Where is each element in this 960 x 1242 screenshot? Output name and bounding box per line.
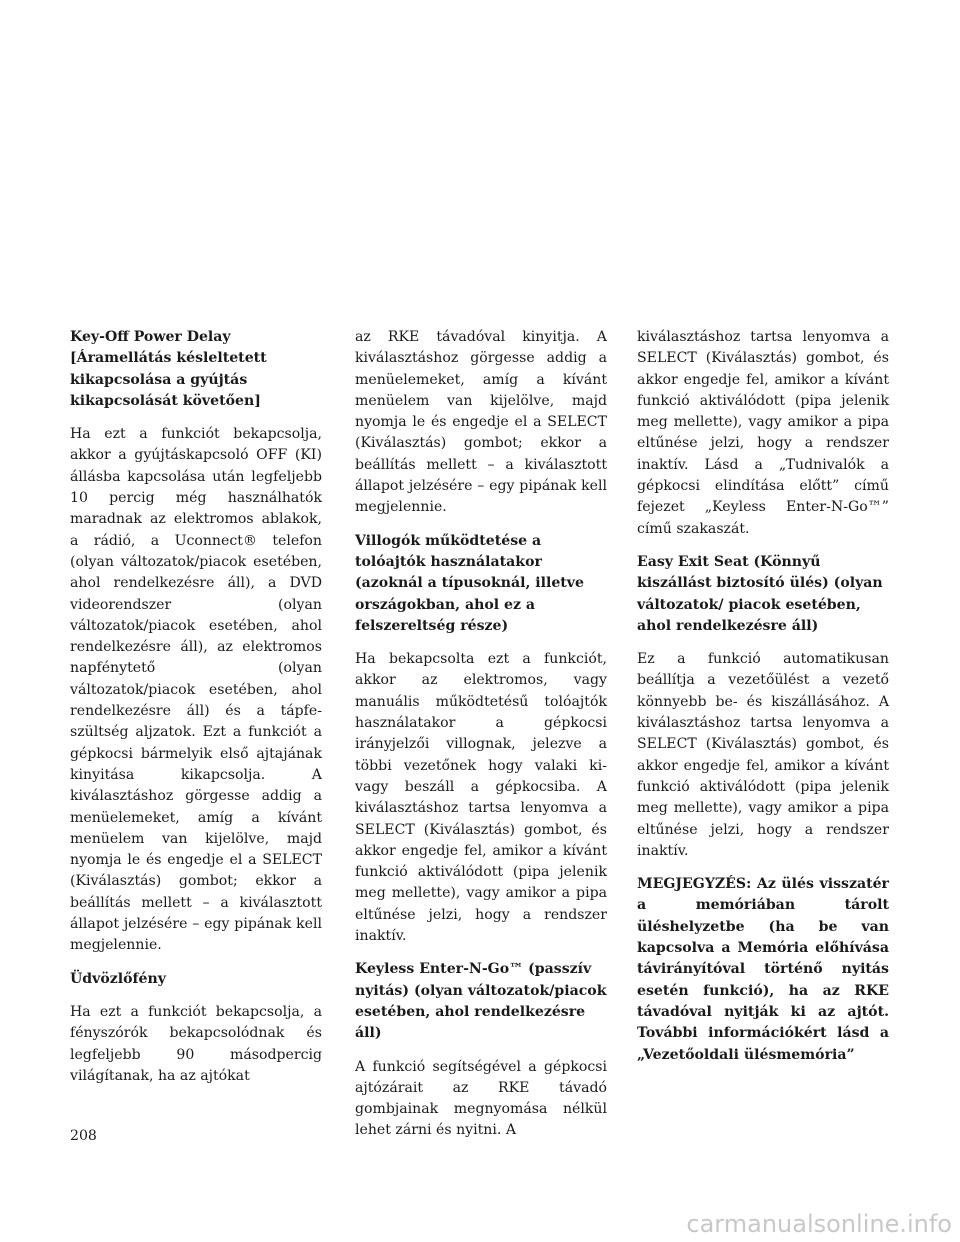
section-heading-easy-exit-seat: Easy Exit Seat (Könnyű kiszállást biztosító ülés) (olyan változatok/ piacok esetében, ahol rendelkezésre áll) — [637, 553, 883, 634]
body-paragraph: Ha ezt a funkciót bekapcsolja, akkor a gyújtáskapcsoló OFF (KI) állásba kapcsolása után legfeljebb 10 percig még használhatók maradnak az elektromos ablakok, a rádió, a Uconnect® telefon (olyan változatok/piacok esetében, ahol rendelkezésre áll), a DVD videorendszer (olyan változatok/piacok esetében, ahol rendelkezésre áll), az elektromos napfénytető (olyan változatok/piacok esetében, ahol rendelkezésre áll) és a tápfeszültség aljzatok. Ezt a funkciót a gépkocsi bármelyik első ajtajának kinyitása kikapcsolja. A kiválasztáshoz görgesse addig a menüelemeket, amíg a kívánt menüelem van kijelölve, majd nyomja le és engedje el a SELECT (Kiválasztás) gombot; ekkor a beállítás mellett – a kiválasztott állapot jelzésére – egy pipának kell megjelennie. — [70, 426, 322, 954]
body-paragraph: Ez a funkció automatikusan beállítja a vezetőülést a vezető könnyebb be- és kiszállásához. A kiválasztáshoz tartsa lenyomva a SELECT (Kiválasztás) gombot, és akkor engedje fel, amikor a kívánt funkció aktiválódott (pipa jelenik meg mellette), vagy amikor a pipa eltűnése jelzi, hogy a rendszer inaktív. — [637, 651, 889, 859]
column-1 — [70, 327, 322, 1099]
section-heading-keyless-enter-n-go: Keyless Enter-N-Go™ (passzív nyitás) (olyan változatok/piacok esetében, ahol rendelkezésre áll) — [355, 961, 607, 1042]
section-heading-welcome-light: Üdvözlőfény — [70, 970, 166, 987]
column-2 — [355, 327, 607, 1154]
body-paragraph: A funkció segítségével a gépkocsi ajtózárait az RKE távadó gombjainak megnyomása nélkül lehet zárni és nyitni. A — [355, 1058, 607, 1139]
section-heading-sliding-door-flash: Villogók működtetése a tolóajtók használatakor (azoknál a típusoknál, illetve országokban, ahol ez a felszereltség része) — [355, 532, 584, 634]
column-3 — [637, 327, 889, 1066]
body-paragraph: Ha ezt a funkciót bekapcsolja, a fényszórók bekapcsolódnak és legfeljebb 90 másodpercig világítanak, ha az ajtókat — [70, 1003, 322, 1084]
body-paragraph: kiválasztáshoz tartsa lenyomva a SELECT (Kiválasztás) gombot, és akkor engedje fel, amikor a kívánt funkció aktiválódott (pipa jelenik meg mellette), vagy amikor a pipa eltűnése jelzi, hogy a rendszer inaktív. Lásd a „Tudnivalók a gépkocsi elindítása előtt” című fejezet „Keyless Enter-N-Go™” című szakaszát. — [637, 329, 889, 537]
section-heading-key-off-power-delay: Key-Off Power Delay [Áramellátás késleltetett kikapcsolása a gyújtás kikapcsolását követően] — [70, 329, 267, 409]
note-paragraph: MEGJEGYZÉS: Az ülés visszatér a memóriában tárolt üléshelyzetbe (ha be van kapcsolva a Memória előhívása távirányítóval történő nyitás esetén funkció), ha az RKE távadóval nyitják ki az ajtót. További információkért lásd a „Vezetőoldali ülésmemória” — [637, 876, 889, 1063]
watermark: carmanualsonline.info — [686, 1210, 952, 1238]
body-paragraph: az RKE távadóval kinyitja. A kiválasztáshoz görgesse addig a menüelemeket, amíg a kívánt menüelem van kijelölve, majd nyomja le és engedje el a SELECT (Kiválasztás) gombot; ekkor a beállítás mellett – a kiválasztott állapot jelzésére – egy pipának kell megjelennie. — [355, 329, 607, 516]
body-paragraph: Ha bekapcsolta ezt a funkciót, akkor az elektromos, vagy manuális működtetésű tolóajtók használatakor a gépkocsi irányjelzői villognak, jelezve a többi vezetőnek hogy valaki ki-vagy beszáll a gépkocsiba. A kiválasztáshoz tartsa lenyomva a SELECT (Kiválasztás) gombot, és akkor engedje fel, amikor a kívánt funkció aktiválódott (pipa jelenik meg mellette), vagy amikor a pipa eltűnése jelzi, hogy a rendszer inaktív. — [355, 651, 607, 945]
page-number: 208 — [70, 1128, 97, 1144]
